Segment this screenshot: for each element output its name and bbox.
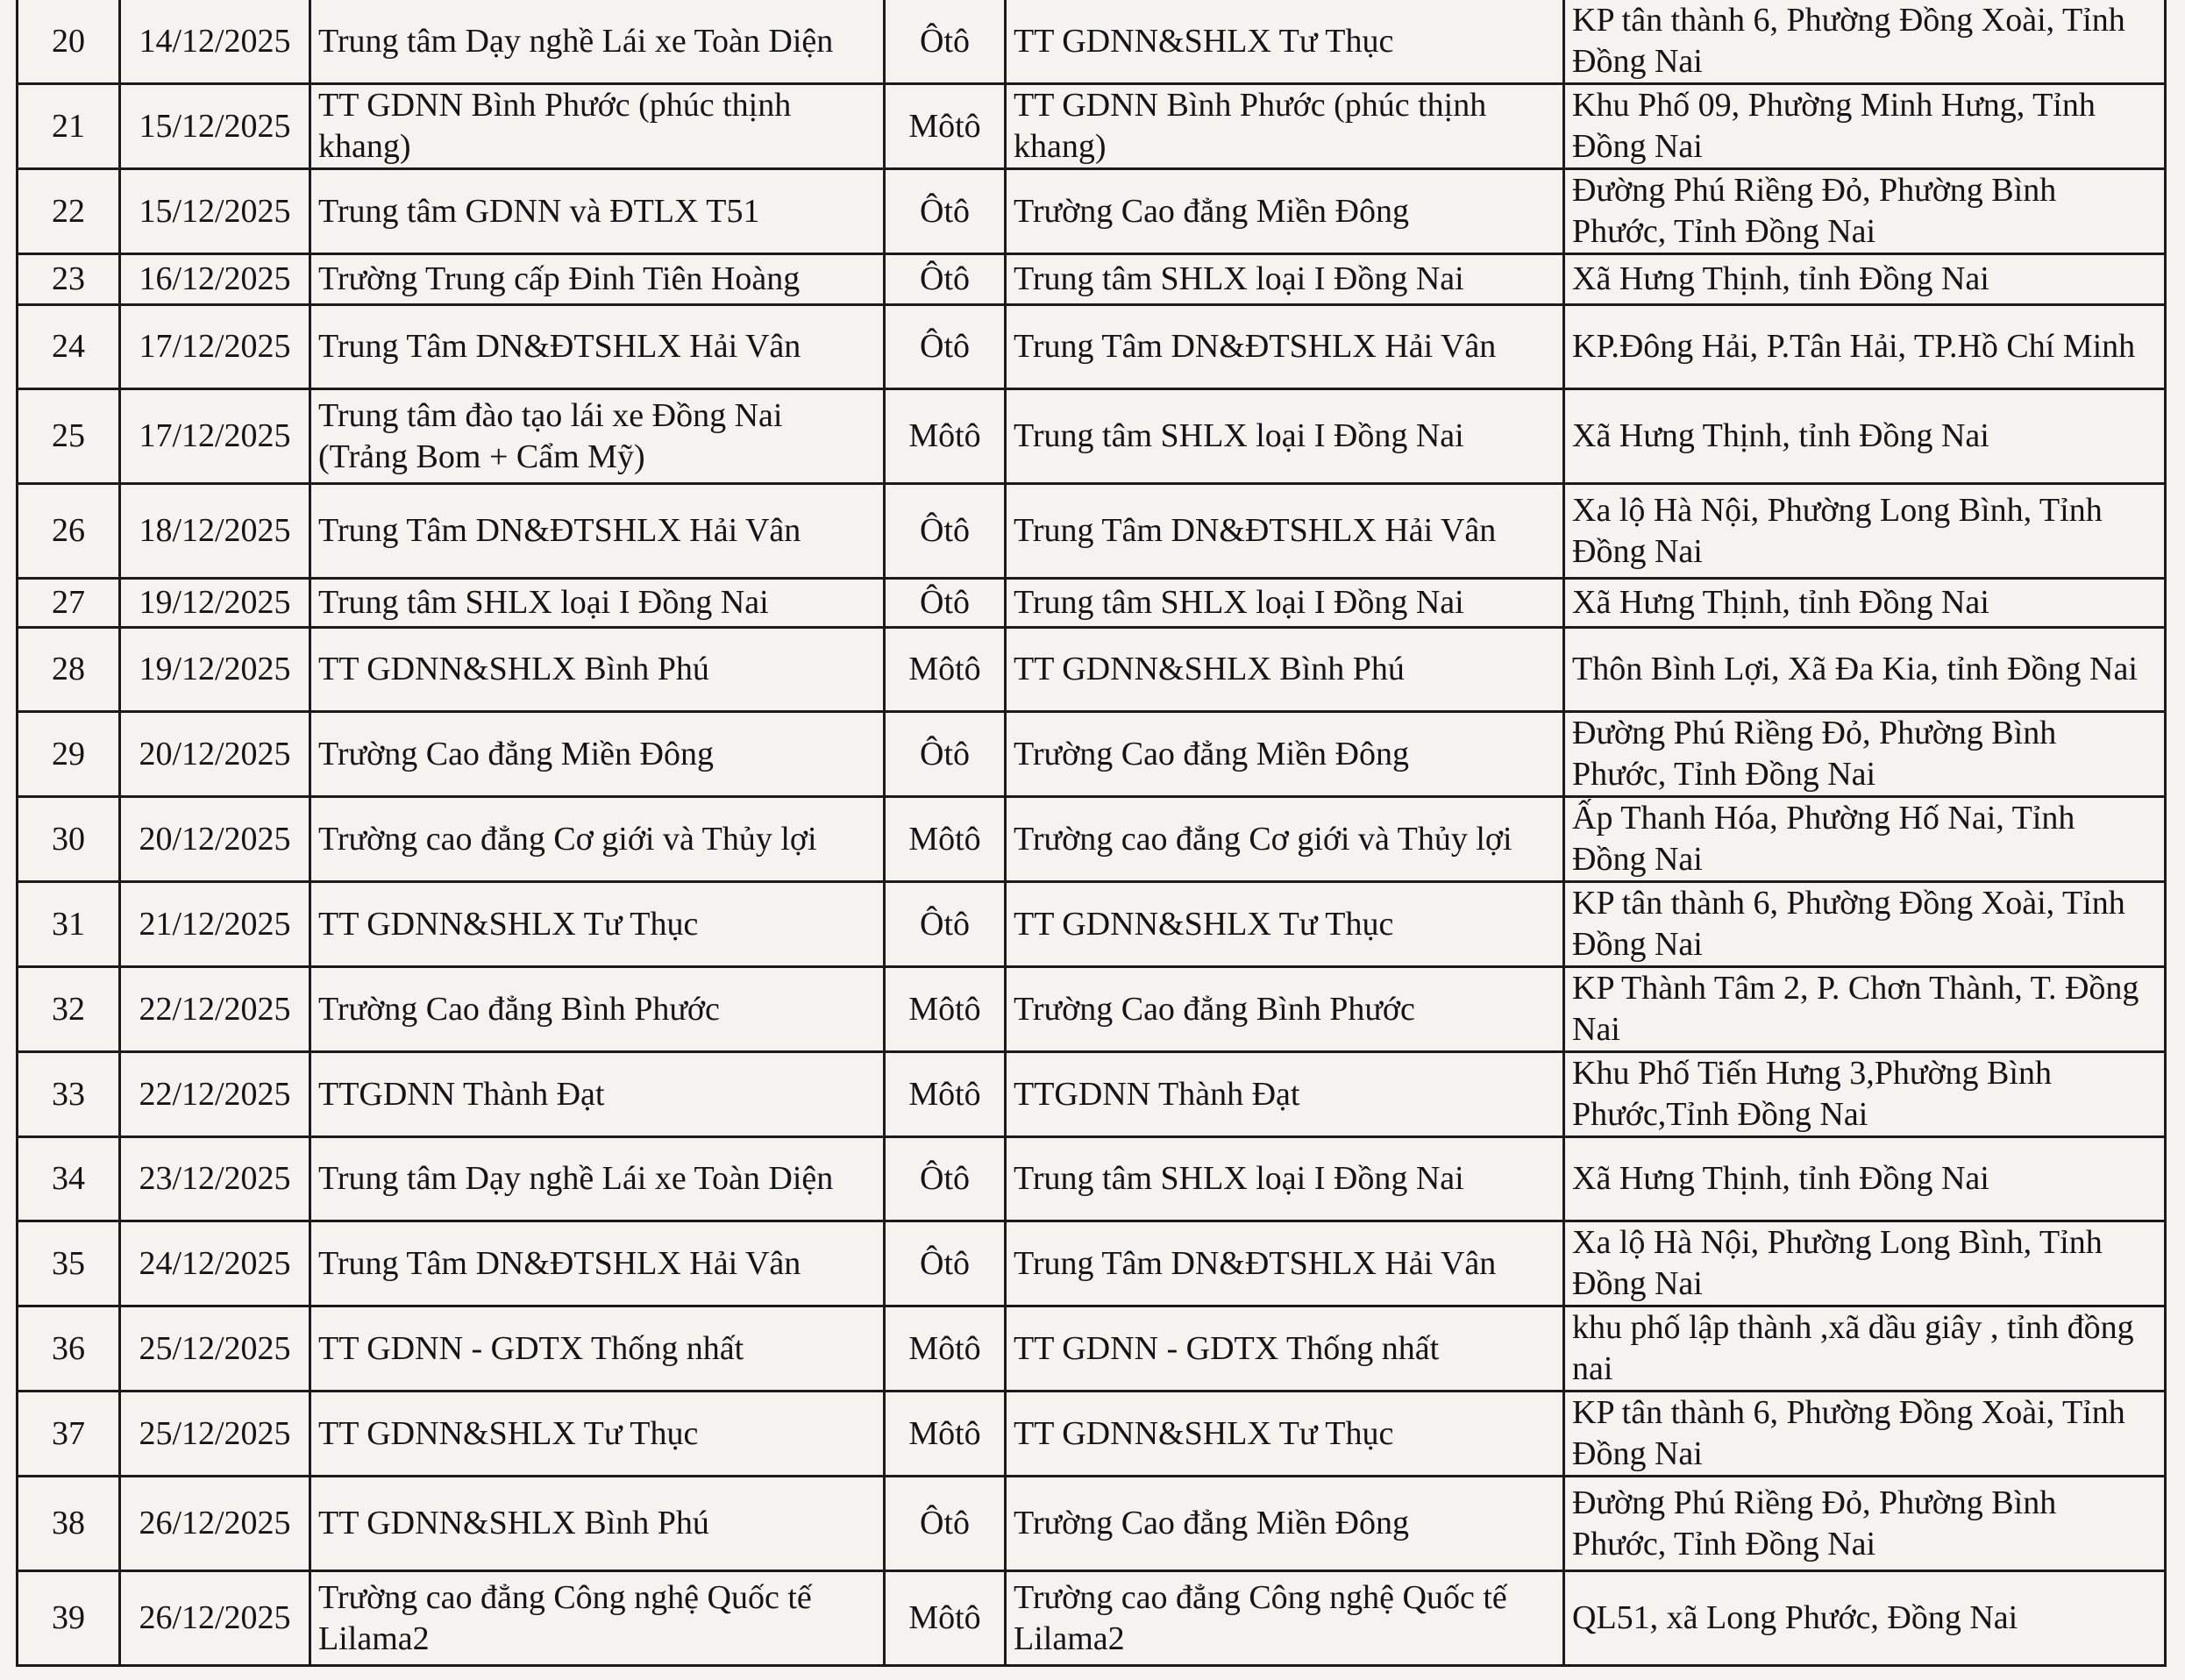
cell-address: KP tân thành 6, Phường Đồng Xoài, Tỉnh Đồng Nai xyxy=(1564,1392,2166,1477)
cell-address: Đường Phú Riềng Đỏ, Phường Bình Phước, Tỉnh Đồng Nai xyxy=(1564,169,2166,254)
cell-address: Xã Hưng Thịnh, tỉnh Đồng Nai xyxy=(1564,254,2166,305)
cell-date: 17/12/2025 xyxy=(120,389,310,484)
cell-vehicle-type: Môtô xyxy=(885,1392,1006,1477)
table-row xyxy=(18,1137,2166,1221)
table-row xyxy=(18,389,2166,484)
cell-date: 18/12/2025 xyxy=(120,484,310,579)
cell-date: 17/12/2025 xyxy=(120,305,310,389)
cell-address: Thôn Bình Lợi, Xã Đa Kia, tỉnh Đồng Nai xyxy=(1564,628,2166,712)
cell-unit: Trường Cao đẳng Bình Phước xyxy=(310,967,885,1052)
cell-stt: 29 xyxy=(18,712,120,797)
cell-stt: 32 xyxy=(18,967,120,1052)
cell-exam-place: TT GDNN&SHLX Bình Phú xyxy=(1006,628,1564,712)
cell-address: KP.Đông Hải, P.Tân Hải, TP.Hồ Chí Minh xyxy=(1564,305,2166,389)
cell-vehicle-type: Môtô xyxy=(885,389,1006,484)
cell-date: 15/12/2025 xyxy=(120,84,310,169)
cell-exam-place: Trung tâm SHLX loại I Đồng Nai xyxy=(1006,389,1564,484)
cell-address: Khu Phố 09, Phường Minh Hưng, Tỉnh Đồng Nai xyxy=(1564,84,2166,169)
table-row xyxy=(18,169,2166,254)
cell-address: Xã Hưng Thịnh, tỉnh Đồng Nai xyxy=(1564,1137,2166,1221)
cell-unit: Trường cao đẳng Cơ giới và Thủy lợi xyxy=(310,797,885,882)
cell-address: Đường Phú Riềng Đỏ, Phường Bình Phước, Tỉnh Đồng Nai xyxy=(1564,712,2166,797)
cell-vehicle-type: Ôtô xyxy=(885,169,1006,254)
cell-address: Khu Phố Tiến Hưng 3,Phường Bình Phước,Tỉnh Đồng Nai xyxy=(1564,1052,2166,1137)
cell-date: 22/12/2025 xyxy=(120,967,310,1052)
cell-vehicle-type: Ôtô xyxy=(885,0,1006,84)
cell-unit: TT GDNN - GDTX Thống nhất xyxy=(310,1306,885,1392)
cell-exam-place: Trường Cao đẳng Miền Đông xyxy=(1006,169,1564,254)
cell-address: Xa lộ Hà Nội, Phường Long Bình, Tỉnh Đồng Nai xyxy=(1564,1221,2166,1306)
cell-vehicle-type: Ôtô xyxy=(885,254,1006,305)
cell-stt: 28 xyxy=(18,628,120,712)
cell-vehicle-type: Ôtô xyxy=(885,484,1006,579)
table-row xyxy=(18,305,2166,389)
cell-address: Xã Hưng Thịnh, tỉnh Đồng Nai xyxy=(1564,579,2166,628)
cell-exam-place: Trung tâm SHLX loại I Đồng Nai xyxy=(1006,254,1564,305)
cell-stt: 33 xyxy=(18,1052,120,1137)
cell-stt: 24 xyxy=(18,305,120,389)
cell-exam-place: Trung tâm SHLX loại I Đồng Nai xyxy=(1006,579,1564,628)
cell-unit: Trường cao đẳng Công nghệ Quốc tế Lilama2 xyxy=(310,1571,885,1666)
table-row xyxy=(18,797,2166,882)
cell-unit: Trung Tâm DN&ĐTSHLX Hải Vân xyxy=(310,1221,885,1306)
cell-unit: TT GDNN&SHLX Tư Thục xyxy=(310,882,885,967)
cell-date: 23/12/2025 xyxy=(120,1137,310,1221)
cell-vehicle-type: Môtô xyxy=(885,967,1006,1052)
cell-stt: 30 xyxy=(18,797,120,882)
cell-vehicle-type: Ôtô xyxy=(885,579,1006,628)
cell-unit: TT GDNN&SHLX Bình Phú xyxy=(310,1477,885,1571)
cell-date: 19/12/2025 xyxy=(120,579,310,628)
exam-schedule-table xyxy=(16,0,2167,1667)
cell-stt: 34 xyxy=(18,1137,120,1221)
table-row xyxy=(18,254,2166,305)
cell-exam-place: TTGDNN Thành Đạt xyxy=(1006,1052,1564,1137)
cell-vehicle-type: Môtô xyxy=(885,797,1006,882)
table-row xyxy=(18,1477,2166,1571)
cell-date: 26/12/2025 xyxy=(120,1571,310,1666)
cell-stt: 38 xyxy=(18,1477,120,1571)
cell-stt: 36 xyxy=(18,1306,120,1392)
cell-address: QL51, xã Long Phước, Đồng Nai xyxy=(1564,1571,2166,1666)
cell-date: 25/12/2025 xyxy=(120,1392,310,1477)
exam-schedule-sheet xyxy=(16,0,2164,1667)
cell-unit: Trung Tâm DN&ĐTSHLX Hải Vân xyxy=(310,305,885,389)
table-row xyxy=(18,628,2166,712)
cell-vehicle-type: Môtô xyxy=(885,1306,1006,1392)
cell-address: KP tân thành 6, Phường Đồng Xoài, Tỉnh Đồng Nai xyxy=(1564,0,2166,84)
cell-exam-place: Trường Cao đẳng Miền Đông xyxy=(1006,712,1564,797)
cell-date: 15/12/2025 xyxy=(120,169,310,254)
cell-address: khu phố lập thành ,xã dầu giây , tỉnh đồng nai xyxy=(1564,1306,2166,1392)
table-row xyxy=(18,1392,2166,1477)
table-row xyxy=(18,1221,2166,1306)
table-row xyxy=(18,1571,2166,1666)
cell-stt: 23 xyxy=(18,254,120,305)
cell-unit: Trường Trung cấp Đinh Tiên Hoàng xyxy=(310,254,885,305)
cell-stt: 27 xyxy=(18,579,120,628)
cell-exam-place: Trung Tâm DN&ĐTSHLX Hải Vân xyxy=(1006,305,1564,389)
cell-vehicle-type: Môtô xyxy=(885,1052,1006,1137)
table-row xyxy=(18,84,2166,169)
cell-date: 25/12/2025 xyxy=(120,1306,310,1392)
cell-exam-place: Trường Cao đẳng Miền Đông xyxy=(1006,1477,1564,1571)
cell-date: 20/12/2025 xyxy=(120,712,310,797)
cell-unit: Trung tâm Dạy nghề Lái xe Toàn Diện xyxy=(310,0,885,84)
cell-exam-place: Trung Tâm DN&ĐTSHLX Hải Vân xyxy=(1006,484,1564,579)
cell-stt: 21 xyxy=(18,84,120,169)
cell-exam-place: Trường cao đẳng Cơ giới và Thủy lợi xyxy=(1006,797,1564,882)
cell-exam-place: Trung Tâm DN&ĐTSHLX Hải Vân xyxy=(1006,1221,1564,1306)
cell-exam-place: TT GDNN&SHLX Tư Thục xyxy=(1006,882,1564,967)
cell-exam-place: Trường Cao đẳng Bình Phước xyxy=(1006,967,1564,1052)
cell-unit: TT GDNN&SHLX Tư Thục xyxy=(310,1392,885,1477)
cell-address: Ấp Thanh Hóa, Phường Hố Nai, Tỉnh Đồng Nai xyxy=(1564,797,2166,882)
cell-address: Đường Phú Riềng Đỏ, Phường Bình Phước, Tỉnh Đồng Nai xyxy=(1564,1477,2166,1571)
cell-exam-place: TT GDNN Bình Phước (phúc thịnh khang) xyxy=(1006,84,1564,169)
cell-address: Xa lộ Hà Nội, Phường Long Bình, Tỉnh Đồng Nai xyxy=(1564,484,2166,579)
cell-stt: 31 xyxy=(18,882,120,967)
cell-vehicle-type: Ôtô xyxy=(885,1137,1006,1221)
cell-date: 16/12/2025 xyxy=(120,254,310,305)
table-row xyxy=(18,484,2166,579)
cell-unit: Trung Tâm DN&ĐTSHLX Hải Vân xyxy=(310,484,885,579)
cell-unit: Trường Cao đẳng Miền Đông xyxy=(310,712,885,797)
table-row xyxy=(18,579,2166,628)
cell-unit: Trung tâm SHLX loại I Đồng Nai xyxy=(310,579,885,628)
cell-address: KP Thành Tâm 2, P. Chơn Thành, T. Đồng Nai xyxy=(1564,967,2166,1052)
cell-stt: 35 xyxy=(18,1221,120,1306)
cell-address: KP tân thành 6, Phường Đồng Xoài, Tỉnh Đồng Nai xyxy=(1564,882,2166,967)
cell-unit: TT GDNN&SHLX Bình Phú xyxy=(310,628,885,712)
table-row xyxy=(18,882,2166,967)
cell-date: 21/12/2025 xyxy=(120,882,310,967)
cell-exam-place: TT GDNN&SHLX Tư Thục xyxy=(1006,0,1564,84)
cell-date: 14/12/2025 xyxy=(120,0,310,84)
cell-unit: TT GDNN Bình Phước (phúc thịnh khang) xyxy=(310,84,885,169)
cell-vehicle-type: Ôtô xyxy=(885,1221,1006,1306)
cell-stt: 37 xyxy=(18,1392,120,1477)
cell-unit: Trung tâm Dạy nghề Lái xe Toàn Diện xyxy=(310,1137,885,1221)
cell-date: 20/12/2025 xyxy=(120,797,310,882)
cell-stt: 39 xyxy=(18,1571,120,1666)
cell-unit: TTGDNN Thành Đạt xyxy=(310,1052,885,1137)
table-row xyxy=(18,1052,2166,1137)
cell-vehicle-type: Môtô xyxy=(885,1571,1006,1666)
cell-address: Xã Hưng Thịnh, tỉnh Đồng Nai xyxy=(1564,389,2166,484)
cell-date: 26/12/2025 xyxy=(120,1477,310,1571)
cell-unit: Trung tâm GDNN và ĐTLX T51 xyxy=(310,169,885,254)
table-row xyxy=(18,0,2166,84)
cell-exam-place: Trường cao đẳng Công nghệ Quốc tế Lilama2 xyxy=(1006,1571,1564,1666)
cell-vehicle-type: Ôtô xyxy=(885,882,1006,967)
cell-date: 24/12/2025 xyxy=(120,1221,310,1306)
cell-stt: 20 xyxy=(18,0,120,84)
cell-exam-place: TT GDNN - GDTX Thống nhất xyxy=(1006,1306,1564,1392)
cell-stt: 26 xyxy=(18,484,120,579)
table-body xyxy=(18,0,2166,1666)
cell-exam-place: Trung tâm SHLX loại I Đồng Nai xyxy=(1006,1137,1564,1221)
cell-vehicle-type: Ôtô xyxy=(885,712,1006,797)
cell-date: 22/12/2025 xyxy=(120,1052,310,1137)
cell-vehicle-type: Môtô xyxy=(885,628,1006,712)
cell-unit: Trung tâm đào tạo lái xe Đồng Nai (Trảng Bom + Cẩm Mỹ) xyxy=(310,389,885,484)
cell-exam-place: TT GDNN&SHLX Tư Thục xyxy=(1006,1392,1564,1477)
cell-stt: 22 xyxy=(18,169,120,254)
cell-vehicle-type: Ôtô xyxy=(885,1477,1006,1571)
cell-date: 19/12/2025 xyxy=(120,628,310,712)
table-row xyxy=(18,712,2166,797)
table-row xyxy=(18,967,2166,1052)
table-row xyxy=(18,1306,2166,1392)
cell-stt: 25 xyxy=(18,389,120,484)
cell-vehicle-type: Ôtô xyxy=(885,305,1006,389)
cell-vehicle-type: Môtô xyxy=(885,84,1006,169)
